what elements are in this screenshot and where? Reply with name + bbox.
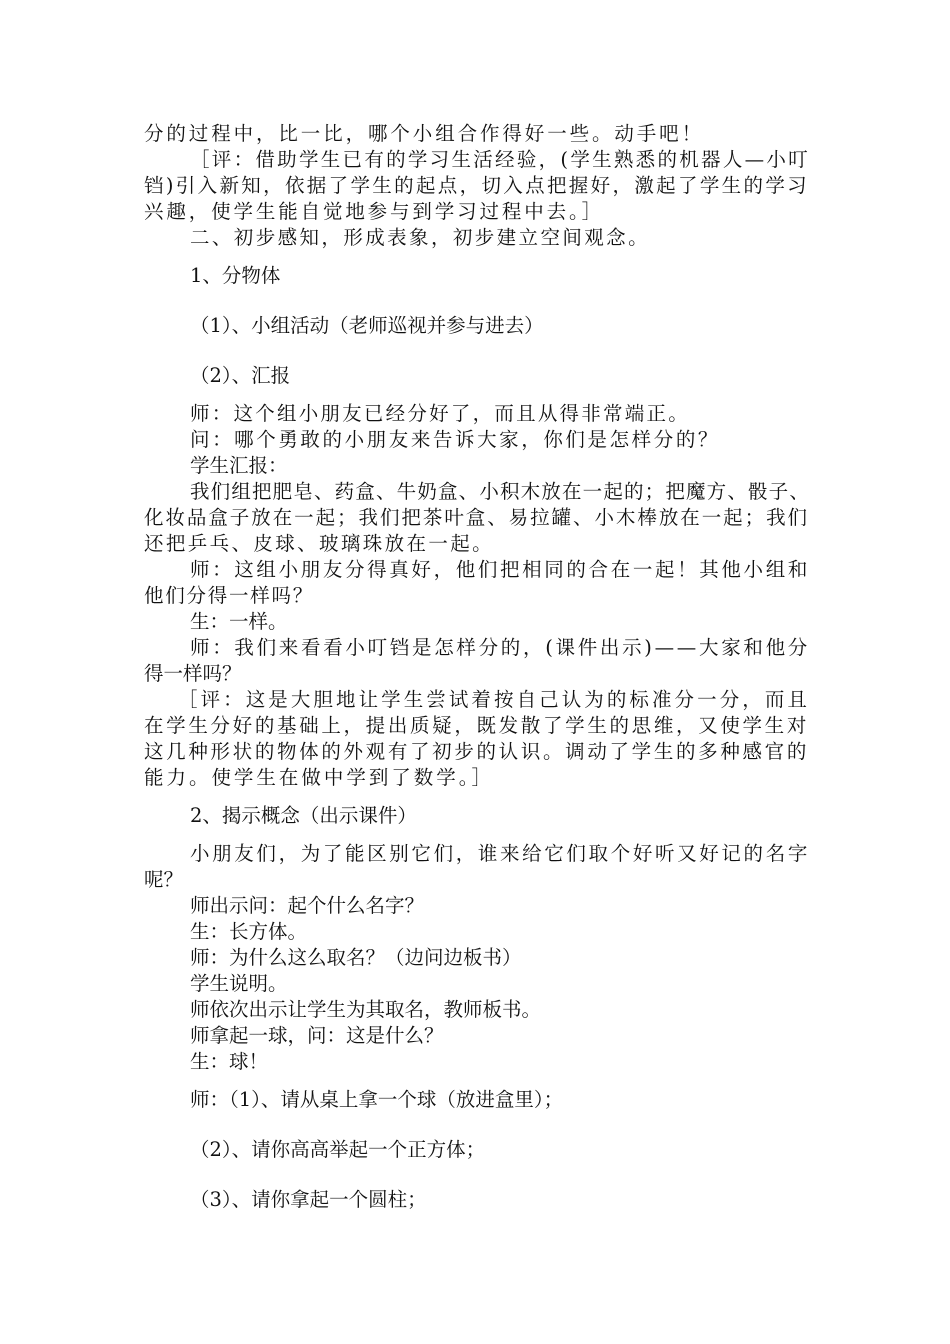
text-line: 化妆品盒子放在一起；我们把茶叶盒、易拉罐、小木棒放在一起；我们 xyxy=(144,506,809,529)
text-line: 分的过程中，比一比，哪个小组合作得好一些。动手吧！ xyxy=(144,122,704,145)
text-line: 这几种形状的物体的外观有了初步的认识。调动了学生的多种感官的 xyxy=(144,740,809,763)
text-line: 能力。使学生在做中学到了数学。］ xyxy=(144,766,494,789)
text-line: 铛)引入新知，依据了学生的起点，切入点把握好，激起了学生的学习 xyxy=(144,174,809,197)
text-line: 师：我们来看看小叮铛是怎样分的，(课件出示)——大家和他分 xyxy=(190,636,810,659)
text-line: 师依次出示让学生为其取名，教师板书。 xyxy=(190,998,542,1021)
text-line: 学生说明。 xyxy=(190,972,288,995)
text-line: 师：（1）、请从桌上拿一个球（放进盒里）； xyxy=(190,1088,564,1111)
text-line: 生：一样。 xyxy=(190,610,288,633)
text-line: 呢？ xyxy=(144,868,184,891)
text-line: 师：这组小朋友分得真好，他们把相同的合在一起！其他小组和 xyxy=(190,558,810,581)
text-line: 他们分得一样吗？ xyxy=(144,584,314,607)
text-line: 小朋友们，为了能区别它们，谁来给它们取个好听又好记的名字 xyxy=(190,842,810,865)
text-line: 在学生分好的基础上，提出质疑，既发散了学生的思维，又使学生对 xyxy=(144,714,809,737)
text-line: 我们组把肥皂、药盒、牛奶盒、小积木放在一起的；把魔方、骰子、 xyxy=(190,480,810,503)
section-heading: 1、分物体 xyxy=(190,264,281,287)
text-line: （1）、小组活动（老师巡视并参与进去） xyxy=(190,314,544,337)
text-line: （3）、请你拿起一个圆柱； xyxy=(190,1188,427,1211)
text-line: 生：长方体。 xyxy=(190,920,308,943)
text-line: 还把乒乓、皮球、玻璃珠放在一起。 xyxy=(144,532,494,555)
text-line: ［评：这是大胆地让学生尝试着按自己认为的标准分一分，而且 xyxy=(178,688,810,711)
text-line: 得一样吗？ xyxy=(144,662,242,685)
text-line: 兴趣，使学生能自觉地参与到学习过程中去。］ xyxy=(144,200,604,223)
text-line: 二、初步感知，形成表象，初步建立空间观念。 xyxy=(190,226,650,249)
text-line: 生：球！ xyxy=(190,1050,269,1073)
section-heading: 2、揭示概念（出示课件） xyxy=(190,804,417,827)
text-line: （2）、汇报 xyxy=(190,364,291,387)
text-line: 师拿起一球，问：这是什么？ xyxy=(190,1024,444,1047)
text-line: （2）、请你高高举起一个正方体； xyxy=(190,1138,486,1161)
text-line: 师：这个组小朋友已经分好了，而且从得非常端正。 xyxy=(190,402,690,425)
text-line: 学生汇报： xyxy=(190,454,288,477)
text-line: 师：为什么这么取名？（边问边板书） xyxy=(190,946,522,969)
text-line: ［评：借助学生已有的学习生活经验，(学生熟悉的机器人—小叮 xyxy=(190,148,810,171)
text-line: 问：哪个勇敢的小朋友来告诉大家，你们是怎样分的？ xyxy=(190,428,720,451)
text-line: 师出示问：起个什么名字？ xyxy=(190,894,425,917)
